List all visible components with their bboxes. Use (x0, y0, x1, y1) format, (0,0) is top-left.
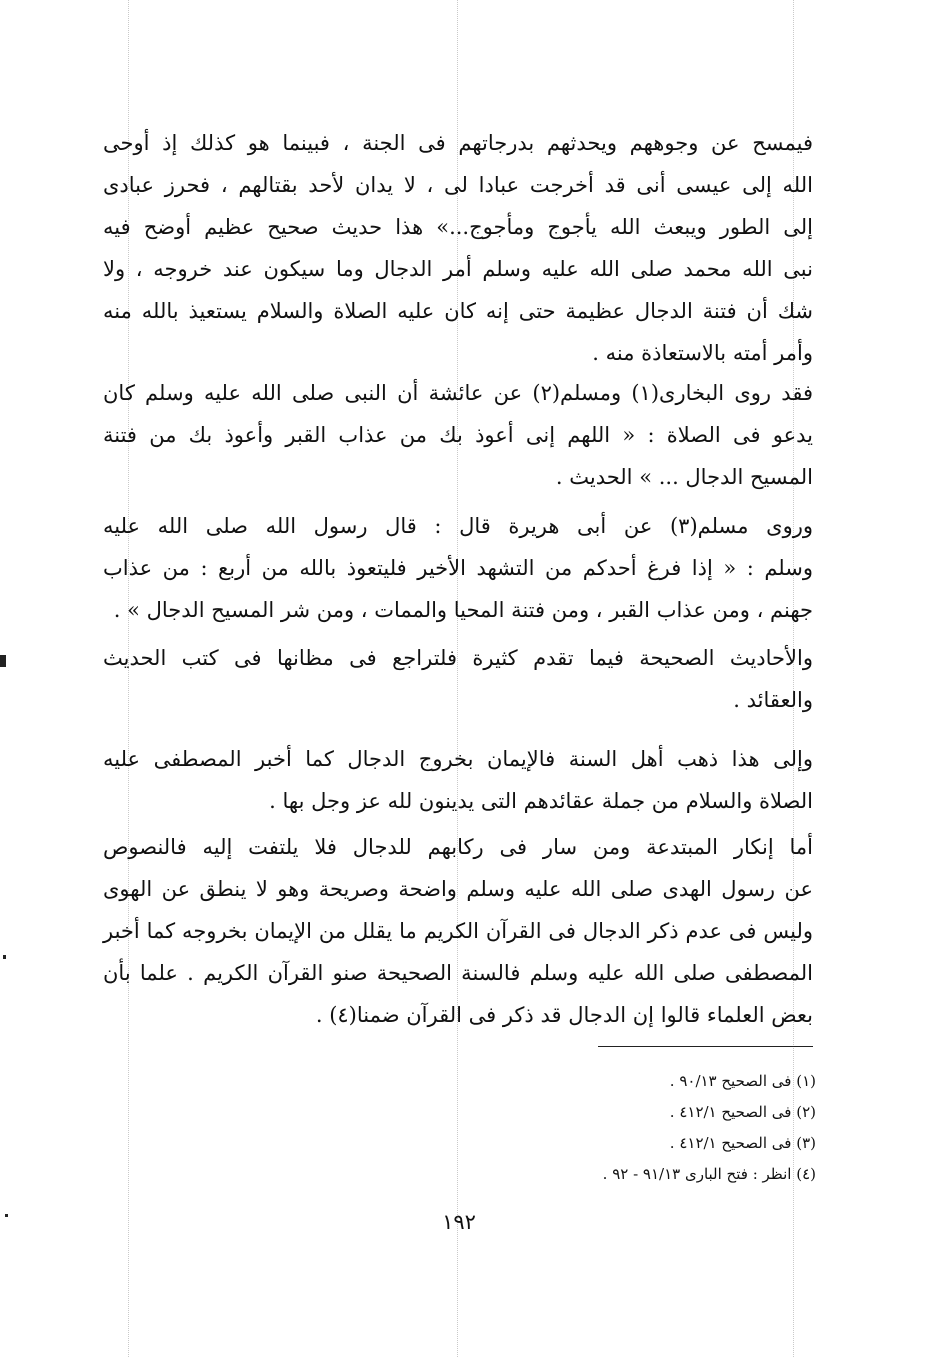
scan-artifact (0, 655, 6, 667)
footnotes (450, 1066, 816, 1190)
paragraph (103, 637, 813, 721)
text-line: وليس فى عدم ذكر الدجال فى القرآن الكريم ما يقلل من الإيمان بخروجه كما أخبر (103, 919, 813, 943)
text-line: الله إلى عيسى أنى قد أخرجت عبادا لى ، لا يدان لأحد بقتالهم ، فحرز عبادى (103, 173, 813, 197)
text-line: جهنم ، ومن عذاب القبر ، ومن فتنة المحيا والممات ، ومن شر المسيح الدجال » . (113, 598, 813, 622)
paragraph (103, 372, 813, 498)
text-line: أما إنكار المبتدعة ومن سار فى ركابهم للدجال فلا يلتفت إليه فالنصوص (103, 835, 813, 859)
text-line: وسلم : « إذا فرغ أحدكم من التشهد الأخير فليتعوذ بالله من أربع : من عذاب (103, 556, 813, 580)
paragraph (103, 738, 813, 822)
text-line: والعقائد . (733, 688, 813, 712)
text-line: وأمر أمته بالاستعاذة منه . (592, 341, 813, 365)
paragraph (103, 826, 813, 1036)
text-line: نبى الله محمد صلى الله عليه وسلم أمر الدجال وما سيكون عند خروجه ، ولا (103, 257, 813, 281)
text-line: بعض العلماء قالوا إن الدجال قد ذكر فى القرآن ضمنا(٤) . (315, 1003, 813, 1027)
text-line: المصطفى صلى الله عليه وسلم فالسنة الصحيحة صنو القرآن الكريم . علما بأن (103, 961, 813, 985)
text-line: يدعو فى الصلاة : « اللهم إنى أعوذ بك من عذاب القبر وأعوذ بك من فتنة (103, 423, 813, 447)
text-line: شك أن فتنة الدجال عظيمة حتى إنه كان عليه الصلاة والسلام يستعيذ بالله منه (103, 299, 813, 323)
text-line: وإلى هذا ذهب أهل السنة فالإيمان بخروج الدجال كما أخبر المصطفى عليه (103, 747, 813, 771)
footnote: (٤) انظر : فتح البارى ٩١/١٣ - ٩٢ . (602, 1165, 816, 1183)
page-number: ١٩٢ (442, 1210, 476, 1234)
footnote: (٢) فى الصحيح ٤١٢/١ . (669, 1103, 816, 1121)
paragraph (103, 122, 813, 374)
scan-artifact (5, 1214, 8, 1217)
text-line: الصلاة والسلام من جملة عقائدهم التى يدينون لله عز وجل بها . (269, 789, 813, 813)
text-line: فقد روى البخارى(١) ومسلم(٢) عن عائشة أن النبى صلى الله عليه وسلم كان (103, 381, 813, 405)
text-line: والأحاديث الصحيحة فيما تقدم كثيرة فلتراجع فى مظانها فى كتب الحديث (103, 646, 813, 670)
footnote-separator (598, 1046, 813, 1047)
text-line: إلى الطور ويبعث الله يأجوج ومأجوج...» هذا حديث صحيح عظيم أوضح فيه (103, 215, 813, 239)
footnote: (٣) فى الصحيح ٤١٢/١ . (669, 1134, 816, 1152)
text-line: وروى مسلم(٣) عن أبى هريرة قال : قال رسول الله صلى الله عليه (103, 514, 814, 538)
paragraph (103, 505, 813, 631)
text-line: فيمسح عن وجوههم ويحدثهم بدرجاتهم فى الجنة ، فبينما هو كذلك إذ أوحى (103, 131, 813, 155)
text-line: المسيح الدجال ... » الحديث . (555, 465, 813, 489)
text-line: عن رسول الهدى صلى الله عليه وسلم واضحة وصريحة وهو لا ينطق عن الهوى (103, 877, 813, 901)
footnote: (١) فى الصحيح ٩٠/١٣ . (669, 1072, 816, 1090)
scan-artifact (3, 955, 6, 959)
